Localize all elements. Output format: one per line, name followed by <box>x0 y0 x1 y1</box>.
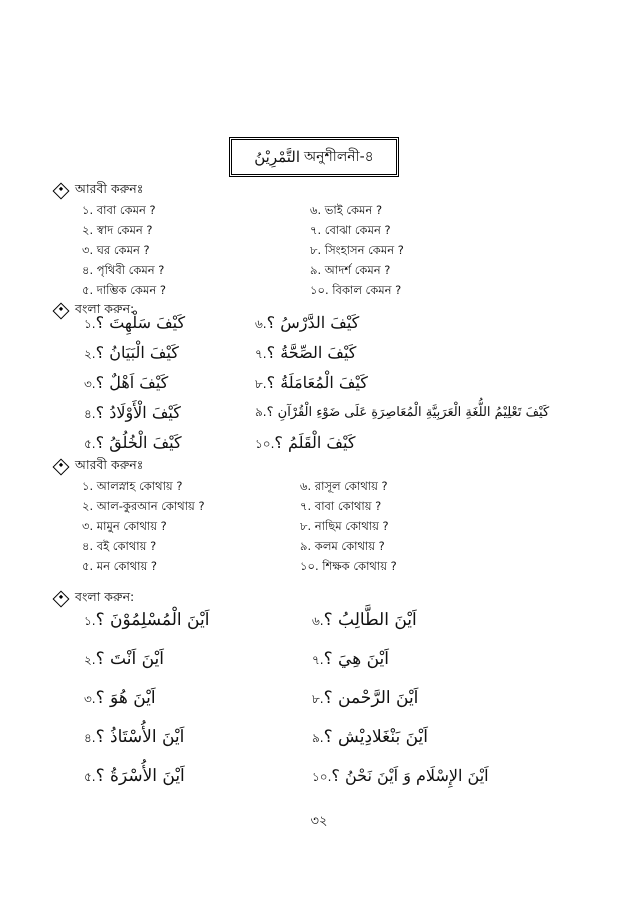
list-item: ৪. বই কোথায় ? <box>82 539 157 553</box>
section4-heading-label: বংলা করুন: <box>75 589 135 604</box>
arabic-item: ৩.كَيْفَ اَهْلٌ ؟ <box>84 373 169 392</box>
list-item: ৭. বোঝা কেমন ? <box>310 223 391 237</box>
arabic-item: ১.اَيْنَ الْمُسْلِمُوْنَ ؟ <box>84 610 210 630</box>
title-bangla: অনুশীলনী-৪ <box>304 149 374 165</box>
title-arabic: التَّمْرِيْنُ <box>254 148 301 166</box>
list-item: ২. আল-কুরআন কোথায় ? <box>82 499 205 513</box>
list-item: ১. আলস্নাহ কোথায় ? <box>82 479 183 493</box>
arabic-item: ৩.اَيْنَ هُوَ ؟ <box>84 688 156 708</box>
list-item: ৬. ভাই কেমন ? <box>310 203 383 217</box>
list-item: ৫. মন কোথায় ? <box>82 559 158 573</box>
diamond-bullet-icon <box>53 183 70 200</box>
arabic-item: ৭.اَيْنَ هِيَ ؟ <box>312 649 389 669</box>
list-item: ৯. কলম কোথায় ? <box>300 539 385 553</box>
arabic-item: ৫.كَيْفَ الْخُلُقُ ؟ <box>84 433 182 452</box>
section4-heading <box>55 589 134 609</box>
arabic-item: ৮.اَيْنَ الرَّحْمن ؟ <box>312 688 419 708</box>
list-item: ২. স্বাদ কেমন ? <box>82 223 153 237</box>
arabic-item: ১০.اَيْنَ الإِسْلَام وَ اَيْنَ نَحْنُ ؟ <box>312 766 489 785</box>
list-item: ৬. রাসূল কোথায় ? <box>300 479 388 493</box>
list-item: ১০. বিকাল কেমন ? <box>310 283 402 297</box>
arabic-item: ৬.اَيْنَ الطَّالِبُ ؟ <box>312 610 417 630</box>
arabic-item: ৮.كَيْفَ الْمُعَامَلَةُ ؟ <box>255 373 368 392</box>
arabic-item: ১.كَيْفَ سَلْهِتَ ؟ <box>84 313 186 332</box>
arabic-item: ৯.كَيْفَ تَعْلِيْمُ اللُّغَةِ الْعَرَبِيَّةِ الْمُعَاصِرَةِ عَلَى ضَوْءِ الْقُرْآنِ ؟ <box>255 405 550 420</box>
list-item: ৩. মামুন কোথায় ? <box>82 519 167 533</box>
arabic-item: ২.اَيْنَ اَنْتَ ؟ <box>84 649 164 669</box>
list-item: ৮. সিংহাসন কেমন ? <box>310 243 404 257</box>
list-item: ৫. দাম্ভিক কেমন ? <box>82 283 166 297</box>
exercise-title <box>229 137 399 177</box>
list-item: ৮. নাছিম কোথায় ? <box>300 519 389 533</box>
section3-heading <box>55 457 143 477</box>
diamond-bullet-icon <box>53 591 70 608</box>
section2-heading-label: বংলা করুন: <box>75 301 135 316</box>
diamond-bullet-icon <box>53 303 70 320</box>
diamond-bullet-icon <box>53 459 70 476</box>
list-item: ৪. পৃথিবী কেমন ? <box>82 263 165 277</box>
arabic-item: ১০.كَيْفَ الْقَلَمُ ؟ <box>255 433 356 452</box>
arabic-item: ৭.كَيْفَ الصِّحَّةُ ؟ <box>255 343 357 362</box>
list-item: ১. বাবা কেমন ? <box>82 203 156 217</box>
list-item: ১০. শিক্ষক কোথায় ? <box>300 559 397 573</box>
arabic-item: ৯.اَيْنَ بَنْغَلادِيْش ؟ <box>312 727 429 747</box>
section1-heading <box>55 181 143 201</box>
list-item: ৭. বাবা কোথায় ? <box>300 499 382 513</box>
page-number: ৩২ <box>310 814 328 829</box>
list-item: ৯. আদর্শ কেমন ? <box>310 263 391 277</box>
arabic-item: ৪.كَيْفَ الْأَوْلَادُ ؟ <box>84 403 181 422</box>
arabic-item: ৬.كَيْفَ الدَّرْسُ ؟ <box>255 313 360 332</box>
arabic-item: ৫.اَيْنَ الأُسْرَةُ ؟ <box>84 766 185 786</box>
section3-heading-label: আরবী করুনঃ <box>75 457 144 472</box>
arabic-item: ৪.اَيْنَ الأُسْتَاذُ ؟ <box>84 727 185 747</box>
section1-heading-label: আরবী করুনঃ <box>75 181 144 196</box>
arabic-item: ২.كَيْفَ الْبَيَانُ ؟ <box>84 343 179 362</box>
list-item: ৩. ঘর কেমন ? <box>82 243 150 257</box>
